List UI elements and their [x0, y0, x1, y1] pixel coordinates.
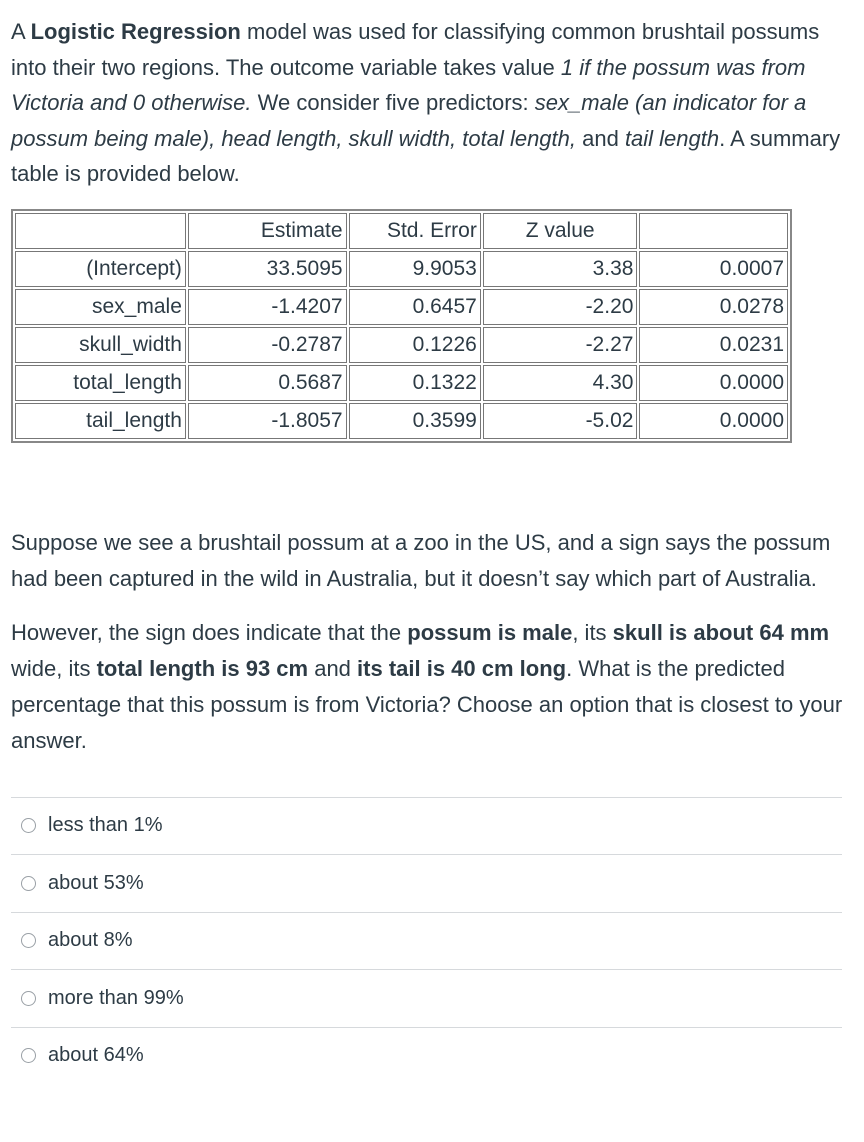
std-error-cell: 0.1226 [349, 327, 481, 363]
row-label: (Intercept) [15, 251, 186, 287]
estimate-cell: -0.2787 [188, 327, 347, 363]
header-cell-estimate: Estimate [188, 213, 347, 249]
estimate-cell: -1.4207 [188, 289, 347, 325]
scenario-length-fact: total length is 93 cm [96, 655, 309, 681]
p-value-cell: 0.0007 [639, 251, 788, 287]
estimate-cell: -1.8057 [188, 403, 347, 439]
row-label: sex_male [15, 289, 186, 325]
header-cell-std-error: Std. Error [349, 213, 481, 249]
question-content [11, 0, 847, 1084]
radio-button[interactable] [21, 1048, 36, 1063]
answer-label: less than 1% [48, 814, 163, 837]
row-label: skull_width [15, 327, 186, 363]
question-intro [11, 0, 847, 192]
answer-option-less-than-1[interactable] [11, 798, 842, 856]
std-error-cell: 9.9053 [349, 251, 481, 287]
scenario-text: and [308, 655, 358, 681]
z-value-cell: 3.38 [483, 251, 638, 287]
intro-predictors-1: sex_male (an indicator for a possum being male), head length, skull width, total length, [11, 90, 807, 151]
scenario-paragraph-2 [11, 615, 847, 759]
scenario-tail-fact: its tail is 40 cm long [357, 655, 567, 681]
table-row [15, 403, 788, 439]
summary-table [11, 209, 792, 443]
scenario-skull-fact: skull is about 64 mm [612, 619, 830, 645]
z-value-cell: -5.02 [483, 403, 638, 439]
answer-label: about 64% [48, 1044, 144, 1067]
table-row [15, 365, 788, 401]
answer-options [11, 797, 842, 1085]
radio-button[interactable] [21, 876, 36, 891]
row-label: tail_length [15, 403, 186, 439]
std-error-cell: 0.1322 [349, 365, 481, 401]
p-value-cell: 0.0231 [639, 327, 788, 363]
scenario-text: However, the sign does indicate that the [11, 619, 408, 645]
table-row [15, 251, 788, 287]
z-value-cell: -2.20 [483, 289, 638, 325]
estimate-cell: 0.5687 [188, 365, 347, 401]
intro-text-1: A [11, 19, 31, 44]
z-value-cell: -2.27 [483, 327, 638, 363]
header-cell-blank [15, 213, 186, 249]
scenario-paragraph-1: Suppose we see a brushtail possum at a zoo in the US, and a sign says the possum had been captured in the wild in Australia, but it doesn’t say which part of Australia. [11, 529, 831, 591]
intro-outcome-definition: 1 if the possum was from Victoria and 0 otherwise. [11, 54, 806, 115]
table-row [15, 289, 788, 325]
scenario-sex-fact: possum is male [407, 619, 573, 645]
estimate-cell: 33.5095 [188, 251, 347, 287]
scenario-text: , its [572, 619, 613, 645]
p-value-cell: 0.0278 [639, 289, 788, 325]
answer-option-about-8[interactable] [11, 913, 842, 971]
answer-label: about 53% [48, 871, 144, 894]
radio-button[interactable] [21, 933, 36, 948]
std-error-cell: 0.3599 [349, 403, 481, 439]
intro-predictors-2: tail length [624, 125, 720, 151]
scenario-text: wide, its [11, 655, 97, 681]
z-value-cell: 4.30 [483, 365, 638, 401]
intro-text-4: and [576, 125, 625, 151]
answer-label: about 8% [48, 929, 133, 952]
answer-label: more than 99% [48, 986, 184, 1009]
radio-button[interactable] [21, 991, 36, 1006]
intro-text-5: . A summary table is provided below. [11, 125, 841, 186]
radio-button[interactable] [21, 818, 36, 833]
intro-model-name: Logistic Regression [30, 19, 241, 44]
answer-option-more-than-99[interactable] [11, 970, 842, 1028]
std-error-cell: 0.6457 [349, 289, 481, 325]
p-value-cell: 0.0000 [639, 403, 788, 439]
header-cell-p-value [639, 213, 788, 249]
table-header-row [15, 213, 788, 249]
answer-option-about-64[interactable] [11, 1028, 842, 1085]
intro-text-2: model was used for classifying common brushtail possums into their two regions. The outcome variable takes value [11, 19, 820, 80]
p-value-cell: 0.0000 [639, 365, 788, 401]
scenario-question: . What is the predicted percentage that this possum is from Victoria? Choose an option that is closest to your answer. [11, 655, 843, 753]
answer-option-about-53[interactable] [11, 855, 842, 913]
intro-text-3: We consider five predictors: [251, 90, 535, 115]
table-row [15, 327, 788, 363]
row-label: total_length [15, 365, 186, 401]
header-cell-z-value: Z value [483, 213, 638, 249]
